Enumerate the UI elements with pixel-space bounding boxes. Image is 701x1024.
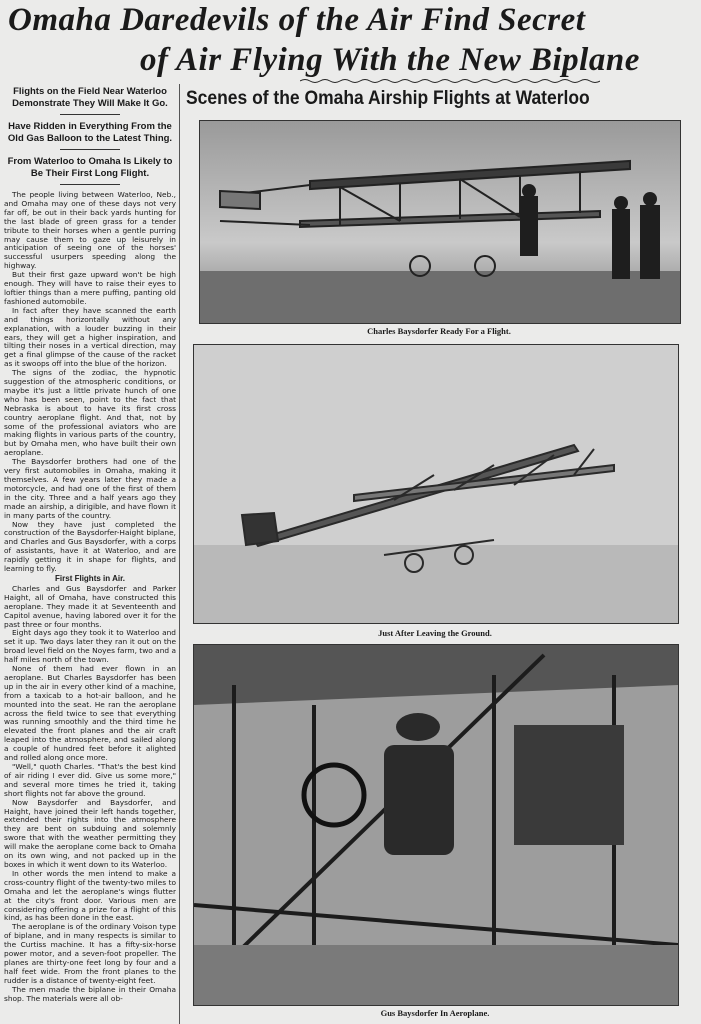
- photo-caption-1: Charles Baysdorfer Ready For a Flight.: [367, 326, 511, 336]
- headline-line-1: Omaha Daredevils of the Air Find Secret: [8, 2, 586, 38]
- paragraph: None of them had ever flown in an aeroplane. But Charles Baysdorfer has been up in the air in every other kind of a machine, from a taxicab to a hot-air balloon, and he mounted into the seat. He ran the aeroplane across the field twice to see that everything was running smoothly and the third time he elevated the front planes and the air craft leaped into the atmosphere, and sailed along a couple of hundred feet before it alighted and rolled along once more.: [4, 664, 176, 763]
- paragraph: "Well," quoth Charles. "That's the best kind of air riding I ever did. Give us some more," and several more times he tried it, taking short flights not far above the ground.: [4, 762, 176, 798]
- paragraph: The men made the biplane in their Omaha shop. The materials were all ob-: [4, 984, 176, 1003]
- photo-leaving-ground: [193, 344, 679, 624]
- deck-divider: [60, 114, 120, 115]
- headline: [0, 0, 701, 82]
- photo-gus-in-aeroplane: [193, 644, 679, 1006]
- pilot-in-cockpit-illustration: [194, 645, 678, 1005]
- column-rule: [179, 84, 180, 1024]
- paragraph: Now they have just completed the construction of the Baysdorfer-Haight biplane, and Charles and Gus Baysdorfer, with a corps of assistants, have it at Waterloo, and are rapidly getting it in shape for flights, and learning to fly.: [4, 519, 176, 574]
- deck-divider: [60, 149, 120, 150]
- biplane-in-air-illustration: [194, 345, 678, 623]
- article-body: [4, 191, 176, 1003]
- biplane-on-ground-illustration: [200, 121, 680, 323]
- paragraph: Charles and Gus Baysdorfer and Parker Haight, all of Omaha, have constructed this aeroplane. They made it at Seventeenth and Capitol avenue, having labored over it for the past three or four months.: [4, 583, 176, 629]
- photo-caption-3: Gus Baysdorfer In Aeroplane.: [380, 1008, 490, 1018]
- paragraph: Eight days ago they took it to Waterloo and set it up. Two days later they ran it out on the broad level field on the Noyes farm, two and a half miles north of the town.: [4, 628, 176, 665]
- deck-divider: [60, 184, 120, 185]
- paragraph: The signs of the zodiac, the hypnotic suggestion of the atmospheric conditions, or maybe it's just a little private hunch of one who has been seen, point to the fact that Nebraska is about to have its first cross country aeroplane flight. And that, not by some of the professional aviators who are making flights in various parts of the country, but by Omaha men, who have built their own aeroplane.: [4, 368, 176, 458]
- paragraph: In other words the men intend to make a cross-country flight of the twenty-two miles to Omaha and let the aeroplane's wings flutter at the city's front door. Various men are considering offering a prize for a flight of this kind, as has been done in the east.: [4, 868, 176, 923]
- decorative-wave-rule: [300, 78, 600, 84]
- deck-1: Flights on the Field Near Waterloo Demonstrate They Will Make It Go.: [12, 86, 168, 109]
- article-column: [4, 86, 176, 1024]
- photo-caption-2: Just After Leaving the Ground.: [378, 628, 492, 638]
- deck-3: From Waterloo to Omaha Is Likely to Be Their First Long Flight.: [7, 156, 173, 179]
- paragraph: But their first gaze upward won't be high enough. They will have to raise their eyes to loftier things than a mere puffing, panting old fashioned automobile.: [4, 270, 176, 306]
- deck-2: Have Ridden in Everything From the Old Gas Balloon to the Latest Thing.: [7, 121, 173, 144]
- paragraph: Now Baysdorfer and Baysdorfer, and Haight, have joined their left hands together, extended their rights into the atmosphere they are bent on subduing and solemnly swore that with the weather permitting they will make the aeroplane come back to Omaha on its own wing, and not packed up in the boxes in which it went down to its Waterloo.: [4, 797, 176, 869]
- headline-line-2: of Air Flying With the New Biplane: [140, 42, 640, 78]
- paragraph: The Baysdorfer brothers had one of the very first automobiles in Omaha, making it themselves. A few years later they made a motorcycle, and had one of the first of them in the city. Three and a half years ago they made an airship, a dirigible, and have flown it in many parts of the country.: [4, 457, 176, 520]
- paragraph: The people living between Waterloo, Neb., and Omaha may one of these days not very far off, be out in their back yards hunting for the last blade of green grass for a tender tribute to their horses when a gentle purring may cause them to gaze up leisurely in anticipation of seeing one of the horses' successful usurpers speeding along the highway.: [4, 190, 176, 271]
- subhead: First Flights in Air.: [55, 573, 125, 583]
- scenes-title: Scenes of the Omaha Airship Flights at Waterloo: [186, 88, 590, 109]
- paragraph: The aeroplane is of the ordinary Voison type of biplane, and in many respects is similar to the Curtiss machine. It has a fifty-six-horse power motor, and a seven-foot propeller. The planes are thirty-one feet long by four and a half feet wide. From the front planes to the rudder is a distance of twenty-eight feet.: [4, 922, 176, 985]
- paragraph: In fact after they have scanned the earth and things horizontally without any explanation, with a louder buzzing in their ears, they will get a higher inspiration, and tilting their noses in a vertical direction, may get a final glimpse of the cause of the racket as it swoops off into the blue of the horizon.: [4, 305, 176, 369]
- photo-ready-for-flight: [199, 120, 681, 324]
